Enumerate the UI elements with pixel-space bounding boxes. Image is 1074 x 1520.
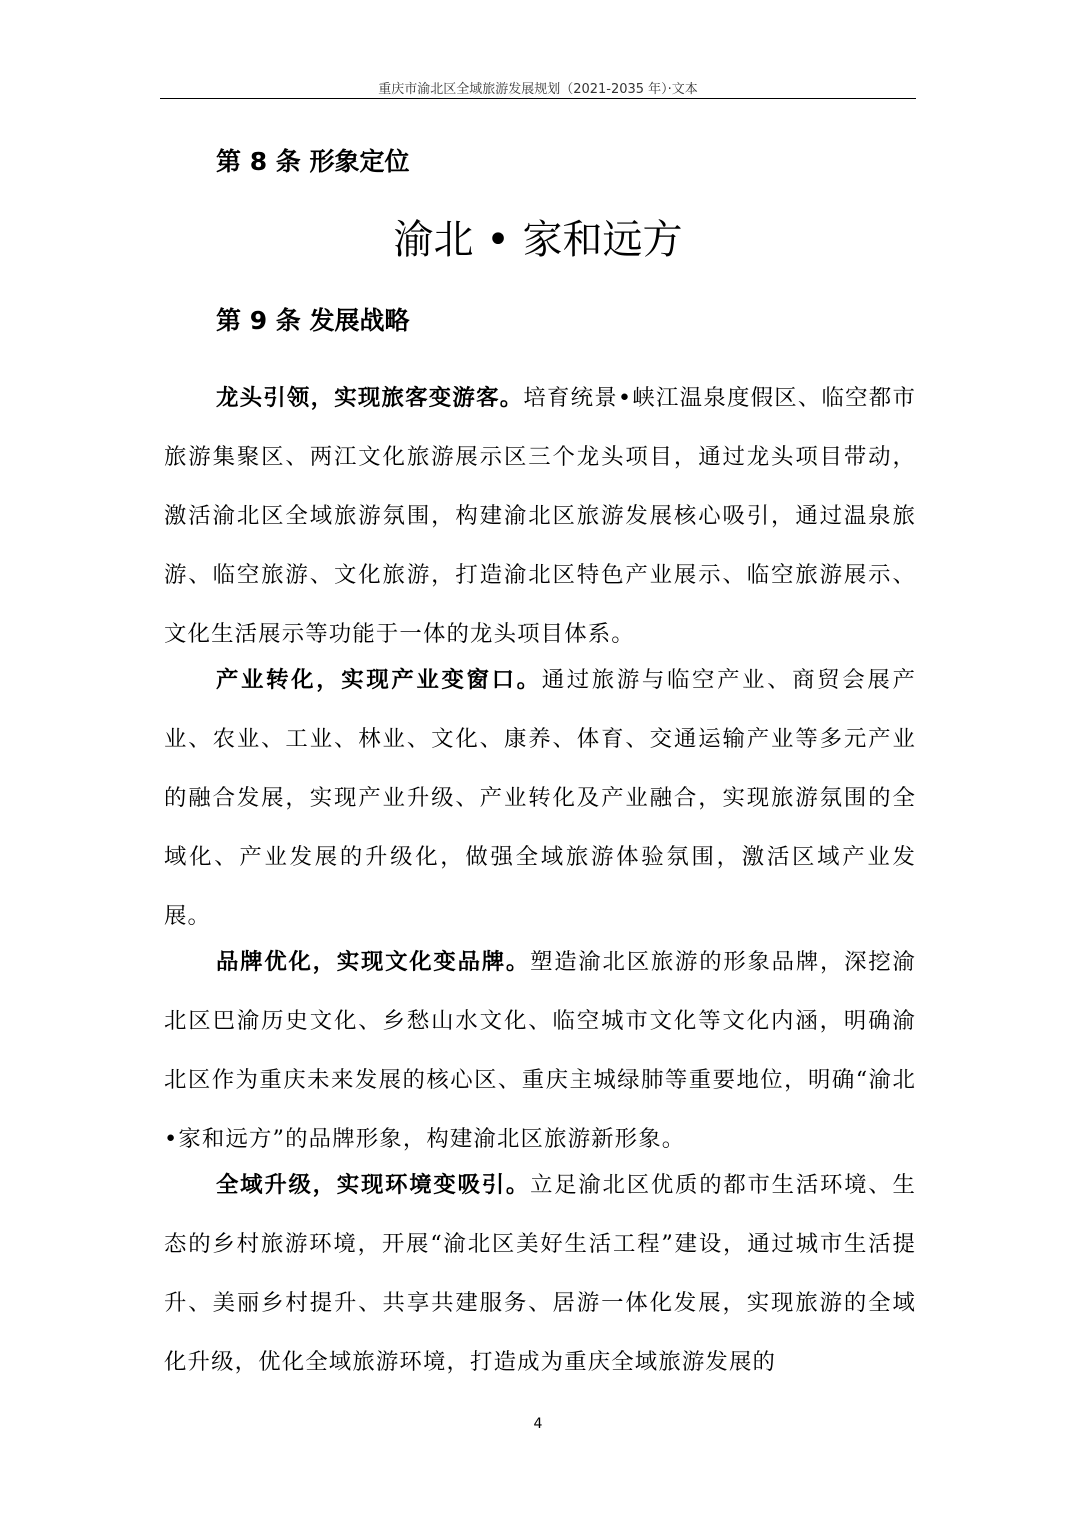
header-rule xyxy=(160,98,916,99)
strategy-1-body: 培育统景•峡江温泉度假区、临空都市旅游集聚区、两江文化旅游展示区三个龙头项目，通过龙头项目带动，激活渝北区全域旅游氛围，构建渝北区旅游发展核心吸引，通过温泉旅游、临空旅游、文化旅游，打造渝北区特色产业展示、临空旅游展示、文化生活展示等功能于一体的龙头项目体系。 xyxy=(164,385,916,647)
strategy-paragraph-4 xyxy=(164,1156,916,1392)
brand-slogan: 渝北 • 家和远方 xyxy=(393,217,683,263)
page-number: 4 xyxy=(533,1416,543,1432)
section-9-heading: 第 9 条 发展战略 xyxy=(216,306,410,335)
section-8-heading: 第 8 条 形象定位 xyxy=(216,147,410,176)
strategy-paragraph-1 xyxy=(164,369,916,664)
strategy-2-body: 通过旅游与临空产业、商贸会展产业、农业、工业、林业、文化、康养、体育、交通运输产业等多元产业的融合发展，实现产业升级、产业转化及产业融合，实现旅游氛围的全域化、产业发展的升级化，做强全域旅游体验氛围，激活区域产业发展。 xyxy=(164,667,916,929)
strategy-paragraph-3 xyxy=(164,933,916,1169)
strategy-paragraph-2 xyxy=(164,651,916,946)
strategy-2-lead: 产业转化，实现产业变窗口。 xyxy=(216,667,542,693)
strategy-4-lead: 全域升级，实现环境变吸引。 xyxy=(216,1172,531,1198)
strategy-3-body: 塑造渝北区旅游的形象品牌，深挖渝北区巴渝历史文化、乡愁山水文化、临空城市文化等文化内涵，明确渝北区作为重庆未来发展的核心区、重庆主城绿肺等重要地位，明确“渝北•家和远方”的品牌形象，构建渝北区旅游新形象。 xyxy=(164,949,917,1152)
strategy-3-lead: 品牌优化，实现文化变品牌。 xyxy=(216,949,531,975)
strategy-4-body: 立足渝北区优质的都市生活环境、生态的乡村旅游环境，开展“渝北区美好生活工程”建设，通过城市生活提升、美丽乡村提升、共享共建服务、居游一体化发展，实现旅游的全域化升级，优化全域旅游环境，打造成为重庆全域旅游发展的 xyxy=(164,1172,917,1375)
running-header: 重庆市渝北区全域旅游发展规划（2021-2035 年）·文本 xyxy=(378,82,698,97)
strategy-1-lead: 龙头引领，实现旅客变游客。 xyxy=(216,385,524,411)
